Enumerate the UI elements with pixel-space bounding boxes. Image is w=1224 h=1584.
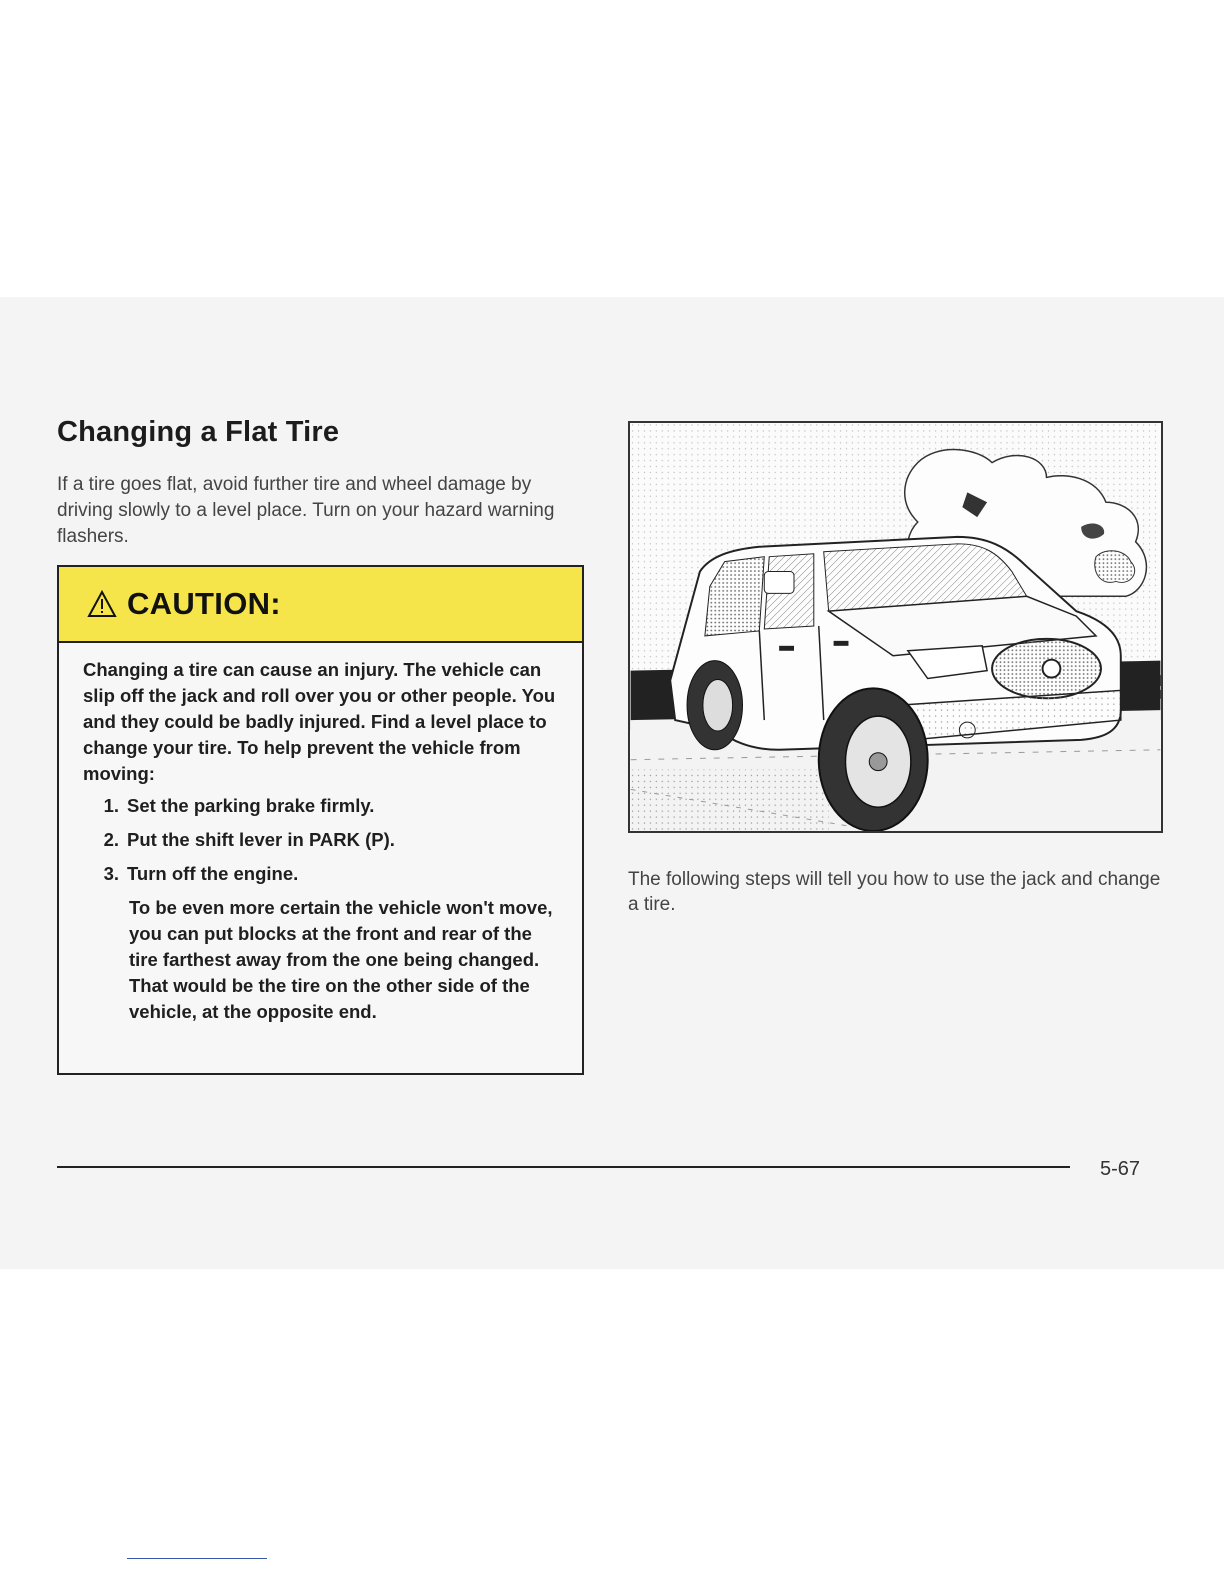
page-title: Changing a Flat Tire [57,416,340,448]
caution-header [59,567,582,643]
caution-steps [83,793,562,887]
suv-drawing [630,423,1161,831]
caution-text: Changing a tire can cause an injury. The vehicle can slip off the jack and roll over you or other people. You and they could be badly injured. Find a level place to change your tire. To help prevent the vehicle from moving: [83,659,556,784]
step-number: 1. [103,795,119,816]
step-text: Turn off the engine. [127,863,299,884]
warning-triangle-icon [87,590,117,618]
step-text: Put the shift lever in PARK (P). [127,829,395,850]
intro-paragraph: If a tire goes flat, avoid further tire and wheel damage by driving slowly to a level place. Turn on your hazard warning flashers. [57,474,555,547]
step-number: 2. [103,829,119,850]
footer-rule [57,1166,1070,1168]
caution-box [57,565,584,1075]
step-text: Set the parking brake firmly. [127,795,375,816]
caution-extra-text: To be even more certain the vehicle won't move, you can put blocks at the front and rear of the tire farthest away from the one being changed. That would be the tire on the other side of the vehicle, at the opposite end. [129,897,553,1022]
page-number: 5-67 [1100,1158,1141,1180]
step-item [83,793,562,819]
step-item [83,861,562,887]
suv-illustration [628,421,1163,833]
caption-text: The following steps will tell you how to use the jack and change a tire. [628,869,1161,915]
bottom-line [127,1558,267,1559]
caution-body [59,643,582,1025]
step-number: 3. [103,863,119,884]
caution-heading: CAUTION: [127,586,281,621]
step-item [83,827,562,853]
